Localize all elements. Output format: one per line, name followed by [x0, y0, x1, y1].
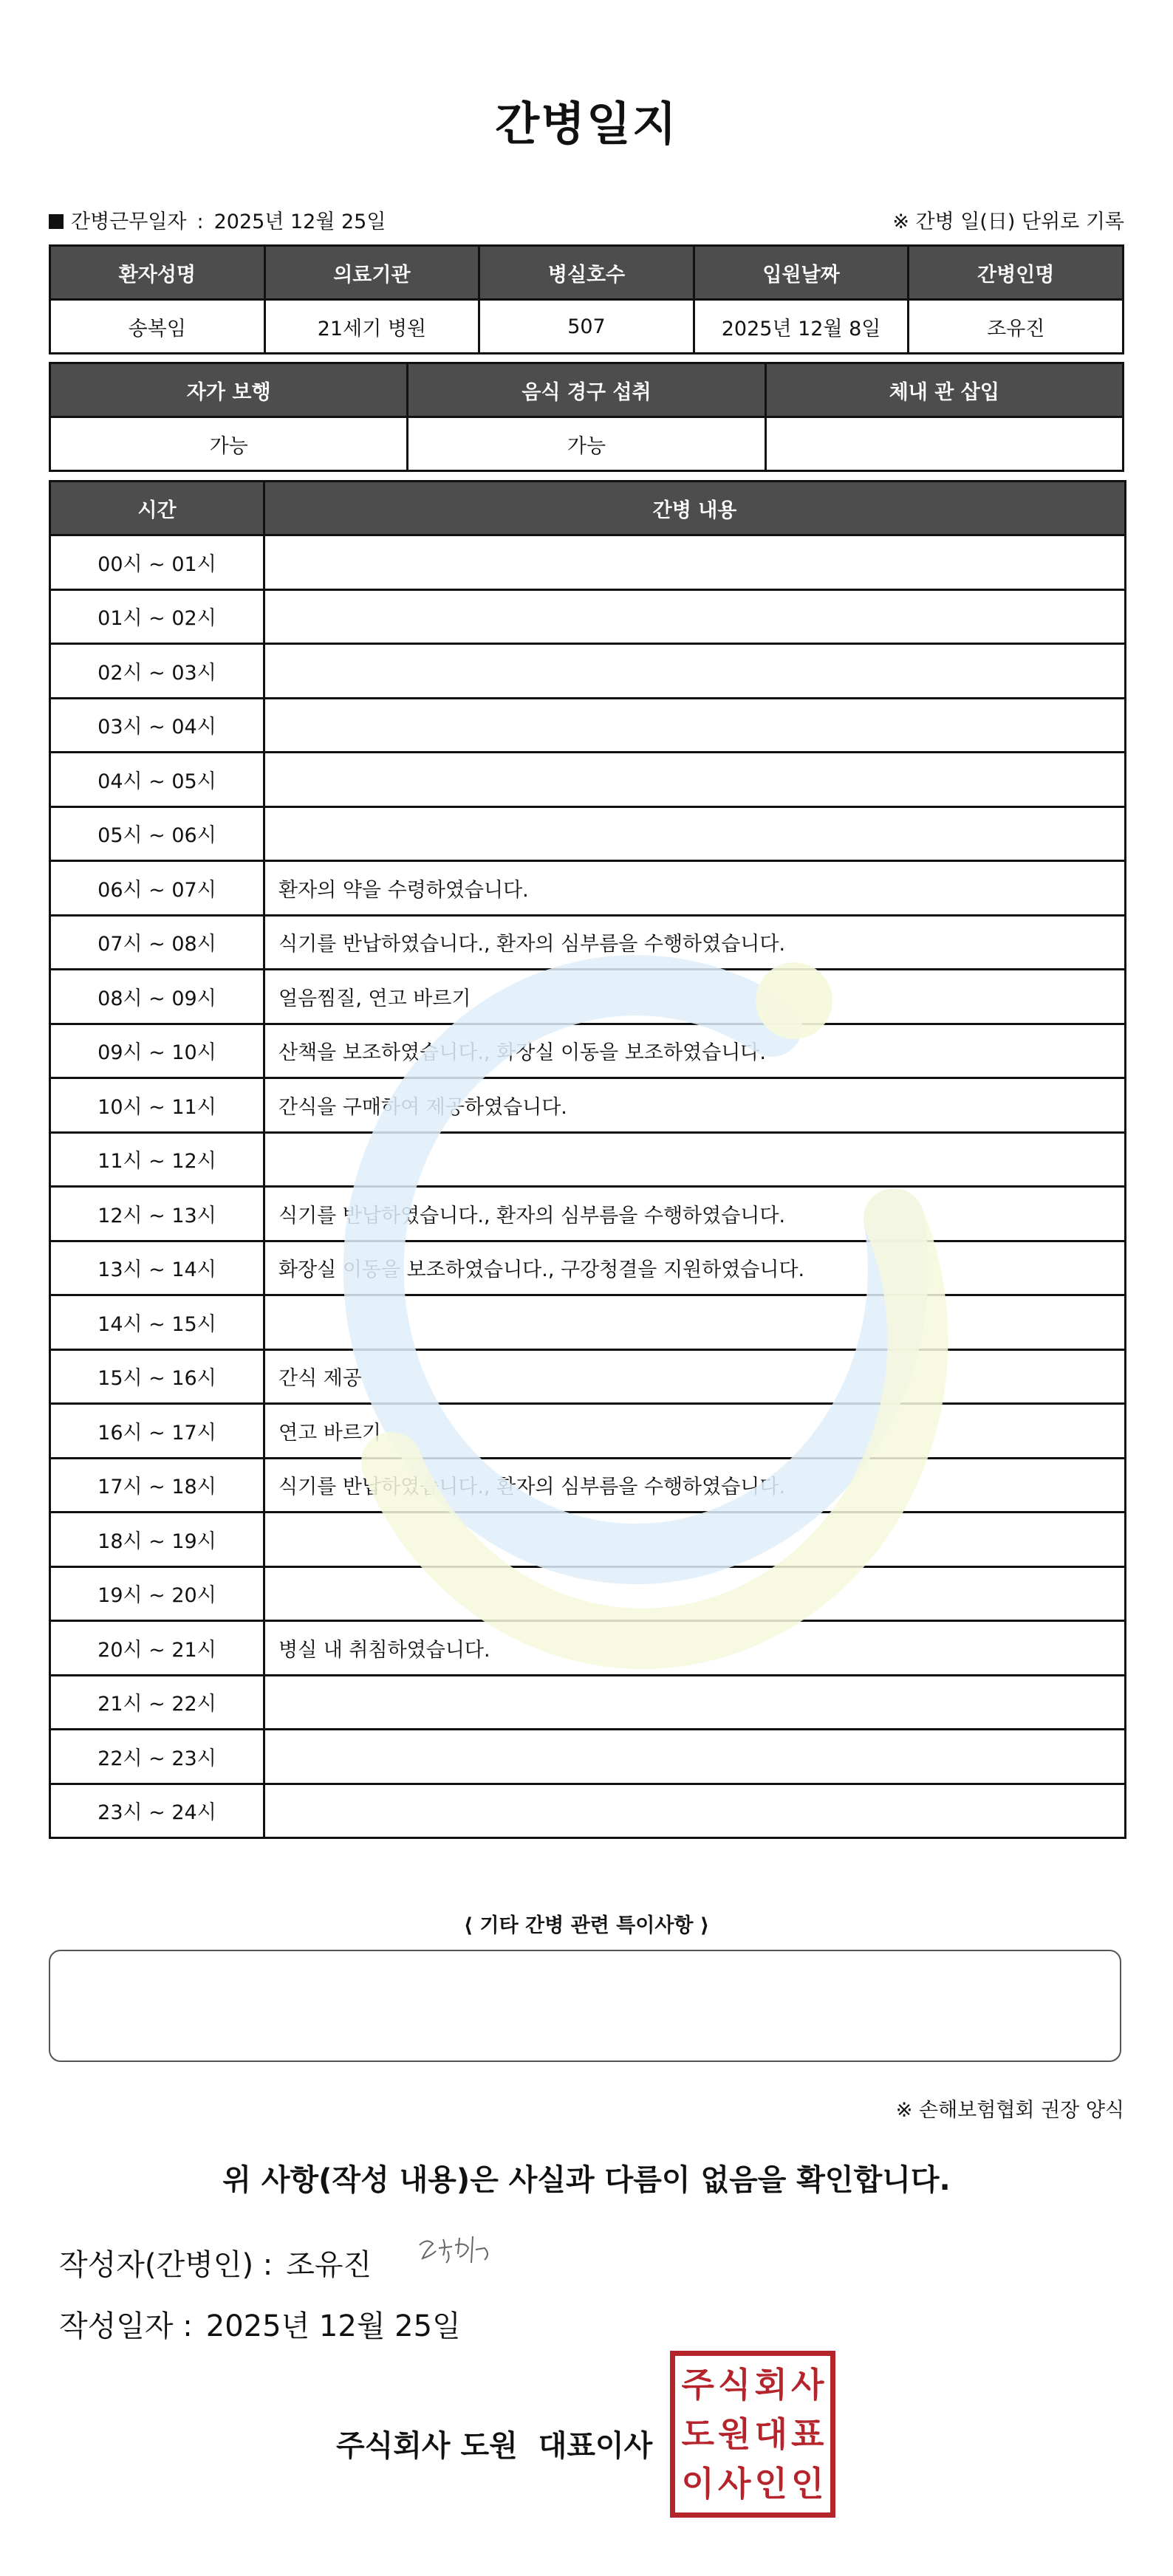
page-title: 간병일지 — [495, 97, 678, 151]
log-content-cell: 산책을 보조하였습니다., 화장실 이동을 보조하였습니다. — [264, 1024, 1126, 1078]
log-content-cell: 식기를 반납하였습니다., 환자의 심부름을 수행하였습니다. — [264, 1187, 1126, 1241]
care-log-table — [49, 480, 1126, 1839]
tube-insertion-value — [765, 417, 1123, 471]
table-row — [50, 1621, 1126, 1676]
log-time-cell: 04시 ~ 05시 — [50, 753, 264, 807]
handwritten-signature — [414, 2229, 502, 2273]
seal-char: 대 — [754, 2414, 787, 2454]
walking-header: 자가 보행 — [50, 363, 408, 417]
table-row — [50, 1675, 1126, 1730]
unit-note: ※ 간병 일(日) 단위로 기록 — [892, 210, 1124, 233]
work-date-value: 2025년 12월 25일 — [213, 210, 386, 233]
log-content-cell: 얼음찜질, 연고 바르기 — [264, 970, 1126, 1024]
walking-value: 가능 — [50, 417, 408, 471]
admission-date-header: 입원날짜 — [694, 246, 909, 300]
log-content-cell — [264, 1730, 1126, 1784]
company-name: 주식회사 도원 — [336, 2429, 518, 2463]
log-time-cell: 20시 ~ 21시 — [50, 1621, 264, 1676]
form-source-note: ※ 손해보험협회 권장 양식 — [895, 2099, 1124, 2122]
patient-info-table — [49, 244, 1124, 354]
log-content-cell — [264, 753, 1126, 807]
log-time-cell: 01시 ~ 02시 — [50, 589, 264, 644]
work-date-label: 간병근무일자 — [71, 210, 187, 233]
log-content-cell — [264, 1513, 1126, 1567]
table-row — [50, 753, 1126, 807]
log-content-cell — [264, 1675, 1126, 1730]
log-content-cell — [264, 806, 1126, 861]
oral-intake-value: 가능 — [408, 417, 765, 471]
write-date-line — [59, 2303, 461, 2345]
seal-char: 이 — [681, 2463, 714, 2504]
log-content-cell — [264, 535, 1126, 590]
log-time-cell: 05시 ~ 06시 — [50, 806, 264, 861]
table-row — [50, 535, 1126, 590]
log-time-cell: 12시 ~ 13시 — [50, 1187, 264, 1241]
seal-char: 원 — [718, 2414, 751, 2454]
log-content-cell: 연고 바르기 — [264, 1404, 1126, 1459]
seal-char: 사 — [791, 2365, 824, 2405]
table-row — [50, 1730, 1126, 1784]
log-time-cell: 14시 ~ 15시 — [50, 1295, 264, 1350]
log-time-cell: 08시 ~ 09시 — [50, 970, 264, 1024]
table-row — [50, 915, 1126, 970]
seal-char: 표 — [791, 2414, 824, 2454]
table-row — [50, 589, 1126, 644]
care-status-table — [49, 362, 1124, 472]
author-line — [59, 2241, 372, 2284]
log-time-cell: 00시 ~ 01시 — [50, 535, 264, 590]
log-content-cell — [264, 1132, 1126, 1187]
log-content-cell — [264, 1784, 1126, 1838]
table-row — [50, 1132, 1126, 1187]
log-content-cell — [264, 1295, 1126, 1350]
work-date-line: 간병근무일자 : 2025년 12월 25일 — [49, 205, 386, 234]
seal-char: 주 — [681, 2365, 714, 2405]
log-content-cell: 간식 제공 — [264, 1349, 1126, 1404]
log-time-cell: 15시 ~ 16시 — [50, 1349, 264, 1404]
log-time-cell: 13시 ~ 14시 — [50, 1241, 264, 1295]
room-number-header: 병실호수 — [479, 246, 694, 300]
log-time-cell: 16시 ~ 17시 — [50, 1404, 264, 1459]
table-row — [50, 698, 1126, 753]
log-time-cell: 02시 ~ 03시 — [50, 644, 264, 699]
notes-box — [49, 1950, 1121, 2062]
admission-date-value: 2025년 12월 8일 — [694, 300, 909, 354]
oral-intake-header: 음식 경구 섭취 — [408, 363, 765, 417]
seal-char: 도 — [681, 2414, 714, 2454]
log-time-cell: 09시 ~ 10시 — [50, 1024, 264, 1078]
company-signature-line — [336, 2422, 652, 2464]
log-time-cell: 21시 ~ 22시 — [50, 1675, 264, 1730]
patient-name-value: 송복임 — [50, 300, 265, 354]
table-row — [50, 1024, 1126, 1078]
seal-char: 인 — [754, 2463, 787, 2504]
log-time-cell: 18시 ~ 19시 — [50, 1513, 264, 1567]
company-seal — [670, 2351, 835, 2518]
caregiver-name-header: 간병인명 — [909, 246, 1124, 300]
content-header: 간병 내용 — [264, 482, 1126, 535]
table-row — [50, 1295, 1126, 1350]
company-role: 대표이사 — [538, 2429, 653, 2463]
log-content-cell — [264, 589, 1126, 644]
log-time-cell: 19시 ~ 20시 — [50, 1566, 264, 1621]
log-time-cell: 10시 ~ 11시 — [50, 1078, 264, 1133]
hospital-header: 의료기관 — [264, 246, 479, 300]
seal-char: 사 — [718, 2463, 751, 2504]
table-row — [50, 1458, 1126, 1513]
table-row — [50, 1784, 1126, 1838]
log-content-cell: 식기를 반납하였습니다., 환자의 심부름을 수행하였습니다. — [264, 915, 1126, 970]
table-row — [50, 861, 1126, 916]
table-row — [50, 970, 1126, 1024]
log-time-cell: 07시 ~ 08시 — [50, 915, 264, 970]
seal-char: 인 — [791, 2463, 824, 2504]
log-content-cell: 병실 내 취침하였습니다. — [264, 1621, 1126, 1676]
author-label: 작성자(간병인) : — [59, 2248, 273, 2282]
log-content-cell — [264, 644, 1126, 699]
square-bullet-icon — [49, 214, 64, 229]
write-date-label: 작성일자 : — [59, 2309, 193, 2343]
log-time-cell: 23시 ~ 24시 — [50, 1784, 264, 1838]
notes-title: ⟨ 기타 간병 관련 특이사항 ⟩ — [463, 1914, 710, 1937]
table-row — [50, 1187, 1126, 1241]
table-row — [50, 1078, 1126, 1133]
log-content-cell — [264, 698, 1126, 753]
log-content-cell: 환자의 약을 수령하였습니다. — [264, 861, 1126, 916]
table-row — [50, 806, 1126, 861]
table-row — [50, 644, 1126, 699]
caregiver-name-value: 조유진 — [909, 300, 1124, 354]
seal-char: 회 — [754, 2365, 787, 2405]
log-time-cell: 22시 ~ 23시 — [50, 1730, 264, 1784]
table-row — [50, 1566, 1126, 1621]
table-row — [50, 1241, 1126, 1295]
log-content-cell: 식기를 반납하였습니다., 환자의 심부름을 수행하였습니다. — [264, 1458, 1126, 1513]
table-row — [50, 1404, 1126, 1459]
log-content-cell: 화장실 이동을 보조하였습니다., 구강청결을 지원하였습니다. — [264, 1241, 1126, 1295]
table-row — [50, 1349, 1126, 1404]
log-content-cell: 간식을 구매하여 제공하였습니다. — [264, 1078, 1126, 1133]
room-number-value: 507 — [479, 300, 694, 354]
time-header: 시간 — [50, 482, 264, 535]
log-content-cell — [264, 1566, 1126, 1621]
write-date-value: 2025년 12월 25일 — [205, 2309, 461, 2343]
log-time-cell: 17시 ~ 18시 — [50, 1458, 264, 1513]
log-time-cell: 06시 ~ 07시 — [50, 861, 264, 916]
author-name: 조유진 — [286, 2248, 372, 2282]
confirmation-statement: 위 사항(작성 내용)은 사실과 다름이 없음을 확인합니다. — [222, 2163, 951, 2197]
hospital-value: 21세기 병원 — [264, 300, 479, 354]
tube-insertion-header: 체내 관 삽입 — [765, 363, 1123, 417]
log-time-cell: 03시 ~ 04시 — [50, 698, 264, 753]
table-row — [50, 1513, 1126, 1567]
patient-name-header: 환자성명 — [50, 246, 265, 300]
seal-char: 식 — [718, 2365, 751, 2405]
log-time-cell: 11시 ~ 12시 — [50, 1132, 264, 1187]
